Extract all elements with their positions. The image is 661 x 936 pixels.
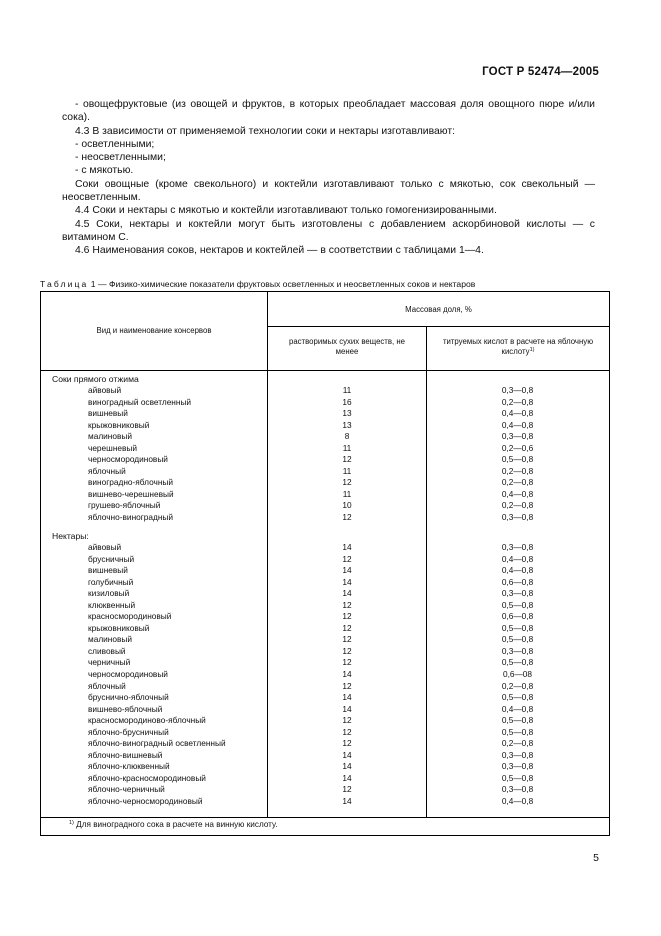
- row-solids-value: 16: [342, 396, 352, 407]
- paragraph: - с мякотью.: [75, 165, 134, 177]
- row-name: сливовый: [88, 645, 126, 656]
- table-row: [41, 738, 609, 750]
- section-rows-nectars: [41, 542, 609, 808]
- table-row: [41, 611, 609, 623]
- table-row: [41, 773, 609, 785]
- table-row: [41, 454, 609, 466]
- row-solids-value: 12: [342, 726, 352, 737]
- footnote-marker: 1): [69, 820, 74, 826]
- row-name: виноградно-яблочный: [88, 477, 174, 488]
- column-header-acid-text: титруемых кислот в расчете на яблочную кислоту: [442, 337, 594, 356]
- paragraph: Соки овощные (кроме свекольного) и коктейли изготавливают только с мякотью, сок свекольный — неосветленным.: [62, 178, 595, 204]
- row-solids-value: 10: [342, 500, 352, 511]
- row-name: вишнево-яблочный: [88, 703, 163, 714]
- row-solids-value: 12: [342, 454, 352, 465]
- row-name: черносмородиновый: [88, 454, 168, 465]
- row-solids-value: 14: [342, 749, 352, 760]
- row-acid-value: 0,6—08: [502, 669, 533, 680]
- row-solids-value: 12: [342, 738, 352, 749]
- row-solids-value: 11: [342, 385, 352, 395]
- paragraph: - овощефруктовые (из овощей и фруктов, в которых преобладает массовая доля овощного пюре и/или сока).: [62, 99, 595, 124]
- section-title-nectars: Нектары:: [52, 531, 89, 541]
- row-acid-value: 0,4—0,8: [501, 703, 534, 714]
- table-row: [41, 420, 609, 432]
- row-solids-value: 14: [342, 669, 352, 680]
- row-acid-value: 0,4—0,8: [501, 553, 534, 564]
- row-acid-value: 0,6—0,8: [501, 611, 534, 622]
- table-caption-label: Таблица: [40, 279, 89, 289]
- column-group-header: Массовая доля, %: [405, 305, 472, 314]
- table-row: [41, 761, 609, 773]
- row-name: черносмородиновый: [88, 669, 168, 680]
- row-name: клюквенный: [88, 599, 136, 610]
- row-solids-value: 12: [342, 657, 352, 668]
- table-row: [41, 796, 609, 808]
- row-solids-value: 12: [342, 784, 352, 795]
- table-row: [41, 385, 609, 397]
- row-acid-value: 0,4—0,8: [501, 565, 534, 576]
- row-name: вишнево-черешневый: [88, 488, 174, 499]
- table-row: [41, 634, 609, 646]
- row-acid-value: 0,2—0,6: [501, 442, 534, 453]
- row-name: крыжовниковый: [88, 622, 150, 633]
- row-name: вишневый: [88, 408, 128, 419]
- table-row: [41, 443, 609, 455]
- section-title-direct-juices: Соки прямого отжима: [52, 374, 139, 384]
- row-name: голубичный: [88, 576, 134, 587]
- paragraph: - неосветленными;: [75, 152, 166, 164]
- row-acid-value: 0,4—0,8: [501, 488, 534, 499]
- table-row: [41, 588, 609, 600]
- row-solids-value: 14: [342, 692, 352, 703]
- row-acid-value: 0,2—0,8: [501, 680, 534, 691]
- row-name: кизиловый: [88, 588, 130, 599]
- row-acid-value: 0,5—0,8: [501, 772, 534, 783]
- table-row: [41, 577, 609, 589]
- row-name: грушево-яблочный: [88, 500, 161, 511]
- table-row: [41, 657, 609, 669]
- table-row: [41, 397, 609, 409]
- row-acid-value: 0,3—0,8: [501, 645, 534, 656]
- row-acid-value: 0,3—0,8: [501, 431, 534, 442]
- row-name: яблочный: [88, 465, 126, 476]
- table-row: [41, 750, 609, 762]
- paragraph: 4.3 В зависимости от применяемой технологии соки и нектары изготавливают:: [75, 125, 455, 137]
- row-name: брусничный: [88, 553, 135, 564]
- table-row: [41, 715, 609, 727]
- row-acid-value: 0,5—0,8: [501, 726, 534, 737]
- row-solids-value: 12: [342, 622, 352, 633]
- table-row: [41, 784, 609, 796]
- row-solids-value: 12: [342, 553, 352, 564]
- row-solids-value: 14: [342, 542, 352, 552]
- row-name: малиновый: [88, 634, 132, 645]
- row-solids-value: 12: [342, 645, 352, 656]
- table-row: [41, 646, 609, 658]
- table-row: [41, 692, 609, 704]
- row-name: виноградный осветленный: [88, 396, 192, 407]
- row-solids-value: 12: [342, 599, 352, 610]
- row-solids-value: 8: [344, 431, 350, 442]
- row-solids-value: 12: [342, 680, 352, 691]
- paragraph: 4.5 Соки, нектары и коктейли могут быть изготовлены с добавлением аскорбиновой кислоты — с витамином С.: [62, 218, 595, 243]
- table-row: [41, 623, 609, 635]
- row-acid-value: 0,5—0,8: [501, 599, 534, 610]
- row-acid-value: 0,3—0,8: [501, 588, 534, 599]
- table-row: [41, 466, 609, 478]
- table-caption: [40, 279, 610, 289]
- row-name: малиновый: [88, 431, 132, 442]
- page-number: 5: [593, 852, 599, 864]
- row-name: черничный: [88, 657, 131, 668]
- row-solids-value: 14: [342, 703, 352, 714]
- table-row: [41, 681, 609, 693]
- row-acid-value: 0,4—0,8: [501, 408, 534, 419]
- footnote-text: Для виноградного сока в расчете на винную кислоту.: [73, 820, 278, 829]
- row-acid-value: 0,3—0,8: [501, 761, 534, 772]
- row-acid-value: 0,2—0,8: [501, 738, 534, 749]
- row-acid-value: 0,5—0,8: [501, 454, 534, 465]
- row-solids-value: 11: [342, 465, 352, 476]
- row-acid-value: 0,4—0,8: [501, 419, 534, 430]
- row-solids-value: 14: [342, 576, 352, 587]
- table-row: [41, 408, 609, 420]
- row-solids-value: 12: [342, 611, 352, 622]
- row-name: вишневый: [88, 565, 128, 576]
- row-name: яблочно-клюквенный: [88, 761, 170, 772]
- document-header-code: ГОСТ Р 52474—2005: [482, 66, 599, 78]
- row-name: яблочно-черносмородиновый: [88, 796, 203, 807]
- row-acid-value: 0,5—0,8: [501, 622, 534, 633]
- row-solids-value: 11: [342, 488, 352, 499]
- table-row: [41, 600, 609, 612]
- row-name: яблочно-черничный: [88, 784, 165, 795]
- row-acid-value: 0,3—0,8: [501, 512, 534, 523]
- footnote-marker: 1): [529, 347, 535, 353]
- row-acid-value: 0,2—0,8: [501, 477, 534, 488]
- row-solids-value: 12: [342, 477, 352, 488]
- row-acid-value: 0,5—0,8: [501, 715, 534, 726]
- paragraph: 4.4 Соки и нектары с мякотью и коктейли изготавливают только гомогенизированными.: [75, 205, 497, 217]
- paragraph: - осветленными;: [75, 138, 155, 150]
- row-name: яблочно-брусничный: [88, 726, 169, 737]
- table-row: [41, 431, 609, 443]
- row-solids-value: 11: [342, 442, 352, 453]
- row-solids-value: 14: [342, 761, 352, 772]
- row-name: черешневый: [88, 442, 138, 453]
- table-row: [41, 512, 609, 524]
- row-acid-value: 0,2—0,8: [501, 465, 534, 476]
- row-acid-value: 0,3—0,8: [501, 749, 534, 760]
- column-header-solids: растворимых сухих веществ, не менее: [288, 337, 405, 356]
- table-row: [41, 669, 609, 681]
- row-name: яблочно-виноградный осветленный: [88, 738, 226, 749]
- row-solids-value: 13: [342, 419, 352, 430]
- row-solids-value: 13: [342, 408, 352, 419]
- table-row: [41, 500, 609, 512]
- table-row: [41, 554, 609, 566]
- row-acid-value: 0,2—0,8: [501, 500, 534, 511]
- table-row: [41, 704, 609, 716]
- table-row: [41, 565, 609, 577]
- row-name: айвовый: [88, 542, 122, 552]
- table-row: [41, 489, 609, 501]
- row-solids-value: 12: [342, 512, 352, 523]
- row-solids-value: 14: [342, 772, 352, 783]
- row-acid-value: 0,3—0,8: [501, 542, 534, 552]
- row-solids-value: 12: [342, 634, 352, 645]
- row-acid-value: 0,4—0,8: [501, 796, 534, 807]
- data-table: [40, 291, 610, 836]
- row-name: яблочно-виноградный: [88, 512, 174, 523]
- table-footnote: [69, 820, 278, 829]
- row-name: яблочный: [88, 680, 126, 691]
- row-name: айвовый: [88, 385, 122, 395]
- row-name: крыжовниковый: [88, 419, 150, 430]
- row-solids-value: 14: [342, 796, 352, 807]
- table-caption-text: 1 — Физико-химические показатели фруктовых осветленных и неосветленных соков и нектаров: [88, 279, 476, 289]
- row-solids-value: 14: [342, 588, 352, 599]
- row-acid-value: 0,2—0,8: [501, 396, 534, 407]
- row-acid-value: 0,5—0,8: [501, 692, 534, 703]
- row-acid-value: 0,5—0,8: [501, 634, 534, 645]
- column-header-name: Вид и наименование консервов: [96, 326, 212, 335]
- column-header-acid: [437, 337, 599, 358]
- row-acid-value: 0,6—0,8: [501, 576, 534, 587]
- row-name: красносмородиновый: [88, 611, 172, 622]
- body-text: [62, 98, 595, 258]
- row-name: яблочно-красносмородиновый: [88, 772, 206, 783]
- row-name: бруснично-яблочный: [88, 692, 169, 703]
- row-name: яблочно-вишневый: [88, 749, 163, 760]
- table-row: [41, 727, 609, 739]
- row-acid-value: 0,3—0,8: [501, 385, 534, 395]
- row-solids-value: 12: [342, 715, 352, 726]
- table-row: [41, 542, 609, 554]
- paragraph: 4.6 Наименования соков, нектаров и коктейлей — в соответствии с таблицами 1—4.: [75, 245, 484, 257]
- table-row: [41, 477, 609, 489]
- row-acid-value: 0,5—0,8: [501, 657, 534, 668]
- row-solids-value: 14: [342, 565, 352, 576]
- row-name: красносмородиново-яблочный: [88, 715, 206, 726]
- row-acid-value: 0,3—0,8: [501, 784, 534, 795]
- section-rows-direct-juices: [41, 385, 609, 524]
